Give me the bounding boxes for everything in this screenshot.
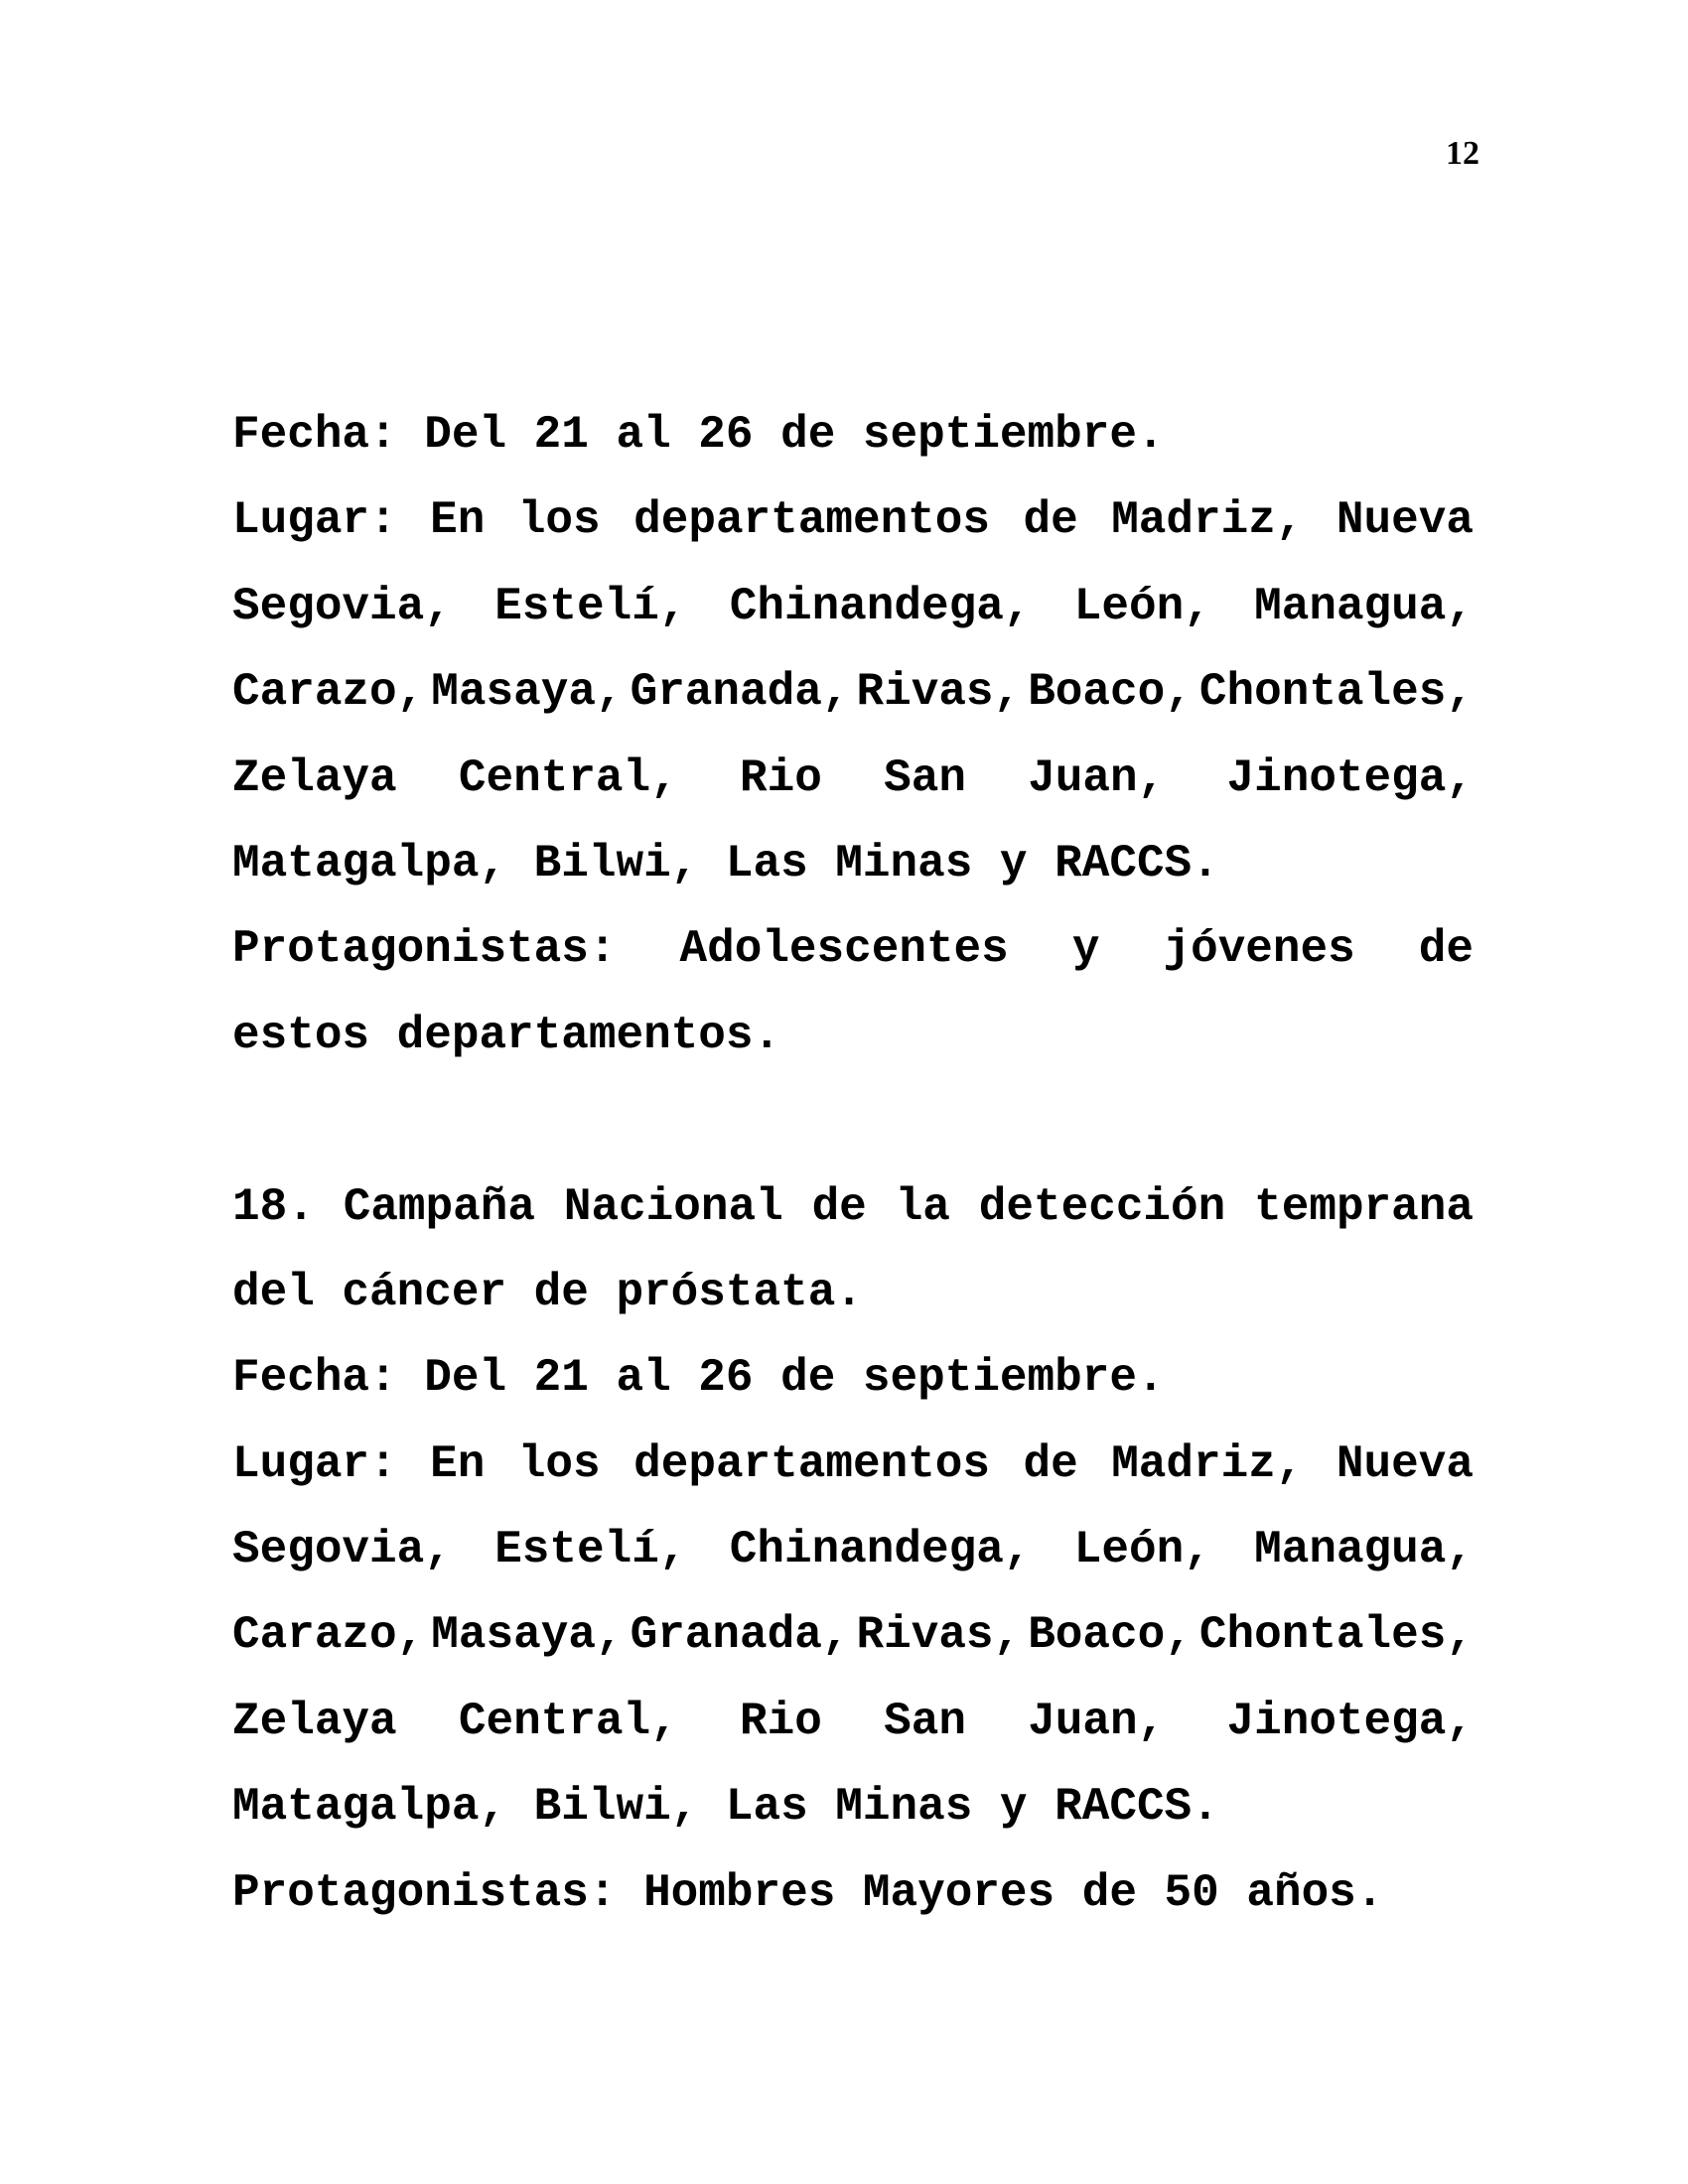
- fecha-line: Fecha: Del 21 al 26 de septiembre.: [232, 1352, 1165, 1405]
- word: Rivas,: [856, 1609, 1022, 1662]
- word: Adolescentes: [679, 923, 1009, 976]
- lugar-line-5: Matagalpa, Bilwi, Las Minas y RACCS.: [232, 1781, 1219, 1834]
- word: los: [517, 494, 601, 547]
- event-block-1: [232, 392, 1474, 1078]
- word: En: [430, 494, 486, 547]
- title-line-2: del cáncer de próstata.: [232, 1266, 863, 1318]
- word: Carazo,: [232, 1609, 425, 1662]
- word: Masaya,: [431, 1609, 624, 1662]
- word: Segovia,: [232, 1524, 452, 1576]
- word: Madriz,: [1111, 494, 1304, 547]
- word: de: [811, 1180, 867, 1233]
- lugar-line-2: [232, 1507, 1474, 1592]
- word: Zelaya: [232, 751, 397, 804]
- page-number: 12: [1446, 135, 1479, 172]
- word: Estelí,: [494, 1524, 687, 1576]
- word: Campaña: [343, 1180, 535, 1233]
- protagonistas-line-2: estos departamentos.: [232, 1009, 781, 1061]
- word: Chontales,: [1198, 666, 1474, 719]
- lugar-line-3: [232, 649, 1474, 735]
- word: jóvenes: [1163, 923, 1355, 976]
- word: Rio: [740, 1695, 822, 1747]
- lugar-line-5: Matagalpa, Bilwi, Las Minas y RACCS.: [232, 837, 1219, 889]
- word: Jinotega,: [1226, 751, 1474, 804]
- word: Rio: [740, 751, 822, 804]
- word: Lugar:: [232, 1437, 397, 1490]
- word: León,: [1073, 1524, 1211, 1576]
- title-line-1: [232, 1164, 1474, 1250]
- document-body: [232, 392, 1474, 1936]
- word: Central,: [458, 751, 678, 804]
- word: Chinandega,: [729, 580, 1032, 632]
- word: Juan,: [1028, 1695, 1166, 1747]
- word: Rivas,: [856, 666, 1022, 719]
- word: Zelaya: [232, 1695, 397, 1747]
- word: Boaco,: [1028, 1609, 1193, 1662]
- word: de: [1023, 494, 1078, 547]
- protagonistas-line-1: [232, 906, 1474, 992]
- word: Granada,: [630, 1609, 850, 1662]
- word: detección: [978, 1180, 1226, 1233]
- word: Chinandega,: [729, 1524, 1032, 1576]
- word: Nacional: [563, 1180, 783, 1233]
- word: 18.: [232, 1180, 315, 1233]
- word: temprana: [1254, 1180, 1474, 1233]
- word: León,: [1073, 580, 1211, 632]
- word: En: [430, 1437, 486, 1490]
- word: de: [1023, 1437, 1078, 1490]
- word: de: [1418, 923, 1474, 976]
- word: Jinotega,: [1226, 1695, 1474, 1747]
- lugar-line-1: [232, 478, 1474, 563]
- word: departamentos: [633, 1437, 990, 1490]
- word: Madriz,: [1111, 1437, 1304, 1490]
- word: los: [517, 1437, 601, 1490]
- word: Chontales,: [1198, 1609, 1474, 1662]
- lugar-line-4: [232, 736, 1474, 821]
- protagonistas-line: Protagonistas: Hombres Mayores de 50 años.: [232, 1866, 1384, 1919]
- lugar-line-1: [232, 1422, 1474, 1507]
- word: San: [884, 751, 966, 804]
- lugar-line-4: [232, 1679, 1474, 1764]
- word: Carazo,: [232, 666, 425, 719]
- word: Juan,: [1028, 751, 1166, 804]
- word: Lugar:: [232, 494, 397, 547]
- word: Managua,: [1254, 1524, 1474, 1576]
- word: Central,: [458, 1695, 678, 1747]
- word: Nueva: [1336, 494, 1474, 547]
- word: Nueva: [1336, 1437, 1474, 1490]
- word: Granada,: [630, 666, 850, 719]
- word: Managua,: [1254, 580, 1474, 632]
- event-block-18: [232, 1164, 1474, 1937]
- word: Boaco,: [1028, 666, 1193, 719]
- word: Estelí,: [494, 580, 687, 632]
- lugar-line-3: [232, 1592, 1474, 1678]
- word: San: [884, 1695, 966, 1747]
- word: Masaya,: [431, 666, 624, 719]
- word: Segovia,: [232, 580, 452, 632]
- word: la: [895, 1180, 950, 1233]
- word: departamentos: [633, 494, 990, 547]
- paragraph-gap: [232, 1078, 1474, 1163]
- lugar-line-2: [232, 564, 1474, 649]
- word: y: [1071, 923, 1100, 976]
- fecha-line: Fecha: Del 21 al 26 de septiembre.: [232, 409, 1165, 461]
- word: Protagonistas:: [232, 923, 617, 976]
